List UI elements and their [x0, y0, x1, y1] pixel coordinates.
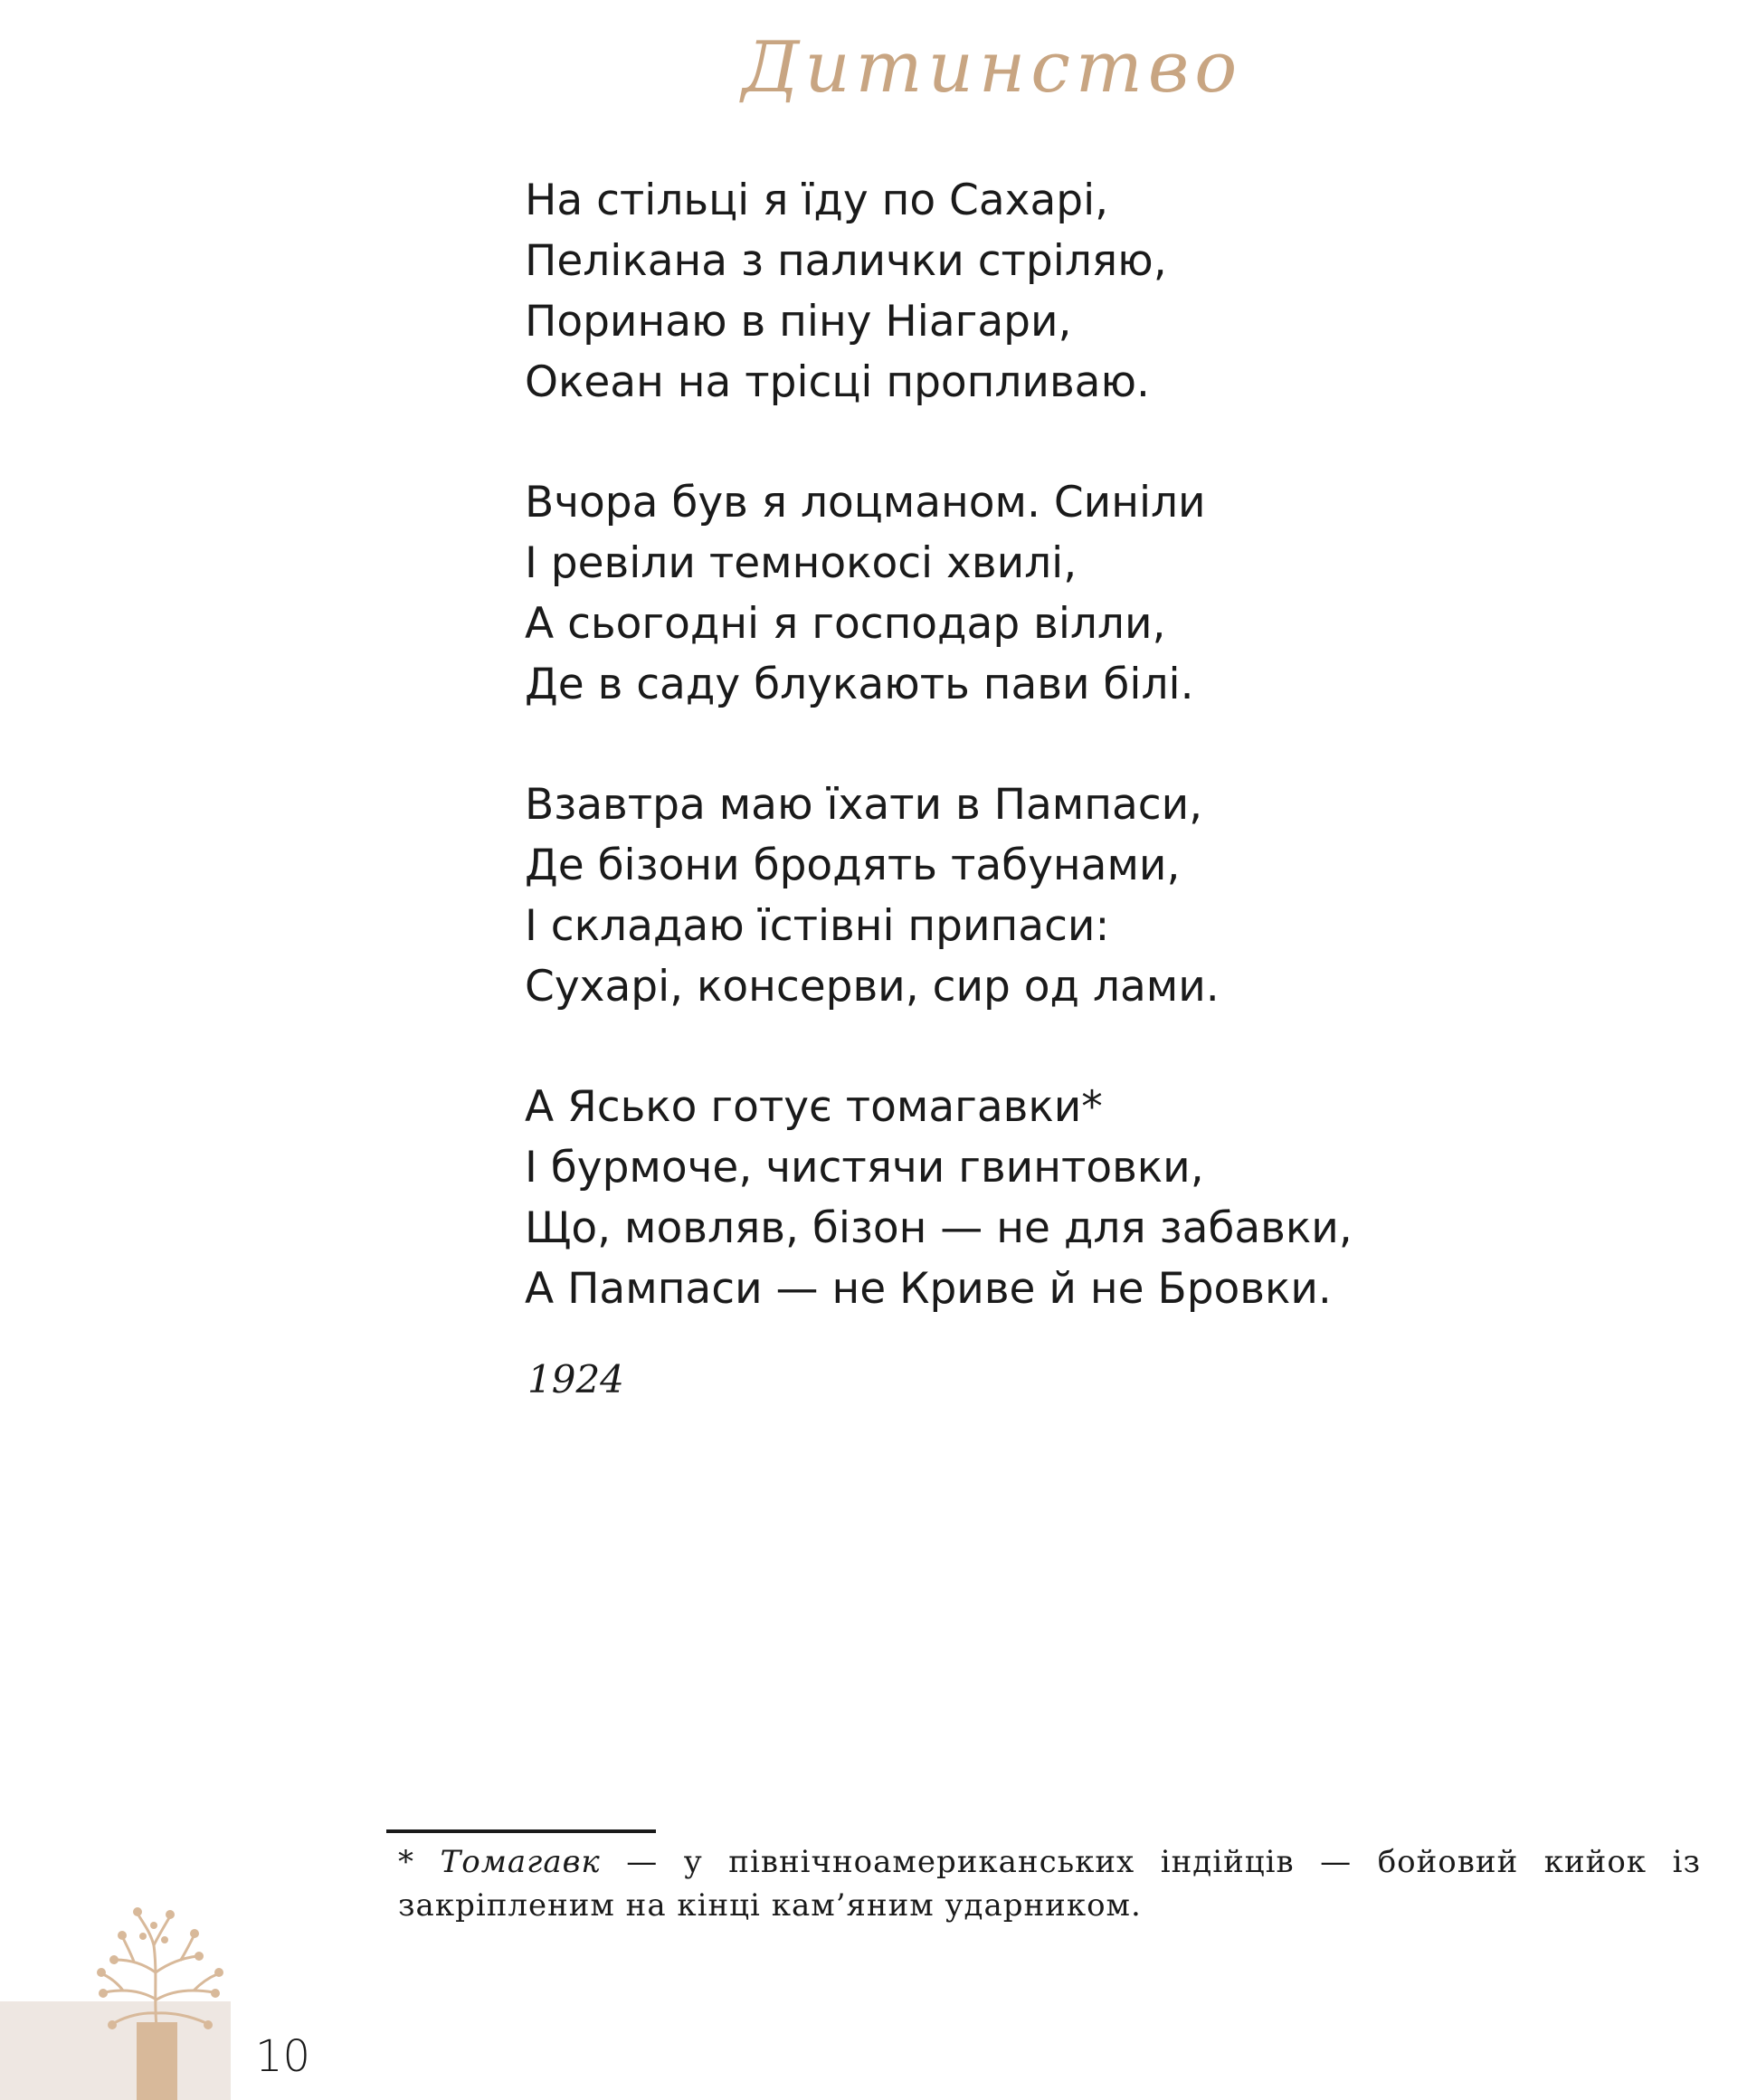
- stanza-3: [525, 774, 1411, 1017]
- poem-line: І складаю їстівні припаси:: [525, 901, 1110, 951]
- poem-line: І бурмоче, чистячи гвинтовки,: [525, 1143, 1204, 1193]
- stanza-2: [525, 472, 1411, 715]
- poem-line: А Ясько готує томагавки*: [525, 1082, 1103, 1132]
- stanza-4: [525, 1077, 1411, 1319]
- poem: [525, 170, 1411, 1379]
- poem-line: Де в саду блукають пави білі.: [525, 660, 1194, 709]
- poem-line: А сьогодні я господар вілли,: [525, 599, 1166, 649]
- poem-line: А Пампаси — не Криве й не Бровки.: [525, 1264, 1332, 1314]
- poem-line: Поринаю в піну Ніагари,: [525, 297, 1072, 347]
- footnote: [398, 1840, 1701, 1927]
- poem-line: Що, мовляв, бізон — не для забавки,: [525, 1203, 1353, 1253]
- poem-year: 1924: [527, 1357, 624, 1402]
- page-title: Дитинство: [742, 27, 1243, 109]
- poem-line: На стільці я їду по Сахарі,: [525, 176, 1109, 225]
- poem-line: Океан на трісці пропливаю.: [525, 357, 1150, 407]
- page-number: 10: [255, 2031, 311, 2082]
- footnote-text: — у північноамериканських індійців — бойовий кийок із закріпленим на кінці кам’яним ударником.: [398, 1844, 1702, 1924]
- poem-line: Пелікана з палички стріляю,: [525, 236, 1167, 286]
- poem-line: Взавтра маю їхати в Пампаси,: [525, 780, 1203, 830]
- tree-icon: [71, 1900, 242, 2100]
- poem-line: Вчора був я лоцманом. Синіли: [525, 478, 1206, 527]
- poem-line: Сухарі, консерви, сир од лами.: [525, 962, 1220, 1012]
- poem-line: Де бізони бродять табунами,: [525, 841, 1181, 890]
- footnote-divider: [386, 1829, 656, 1833]
- footnote-term: Томагавк: [440, 1844, 601, 1880]
- footnote-marker: *: [398, 1844, 441, 1880]
- poem-line: І ревіли темнокосі хвилі,: [525, 538, 1078, 588]
- stanza-1: [525, 170, 1411, 413]
